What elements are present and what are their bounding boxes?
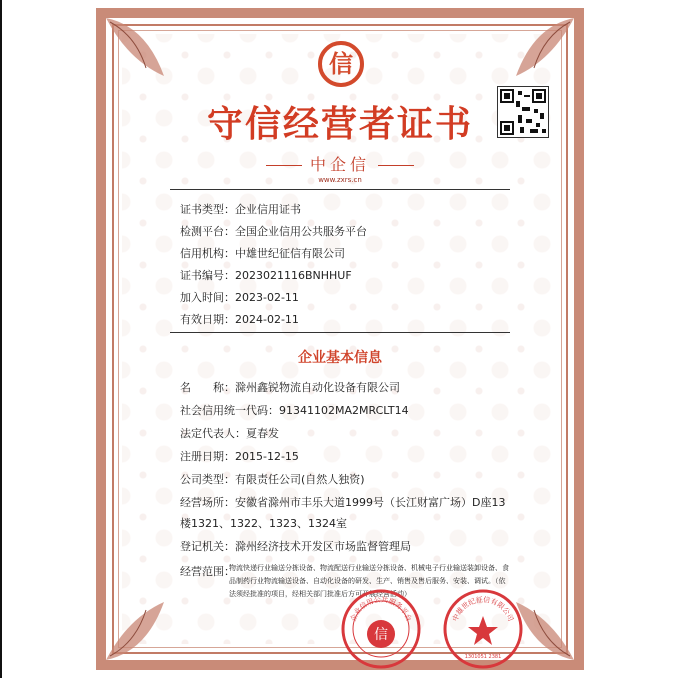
certificate-title: 守信经营者证书 xyxy=(206,103,473,145)
enterprise-name: 名 称：滁州鑫锐物流自动化设备有限公司 xyxy=(180,381,400,394)
enterprise-address-line2: 楼1321、1322、1323、1324室 xyxy=(180,517,347,530)
svg-text:信: 信 xyxy=(329,49,353,78)
certificate-site: www.zxrs.cn xyxy=(318,176,362,184)
right-seal xyxy=(442,588,524,670)
certificate xyxy=(96,8,584,670)
image-edge-strip xyxy=(0,0,2,678)
certificate-org: 信用机构：中雄世纪征信有限公司 xyxy=(180,247,345,260)
svg-text:中雄世纪征信有限公司: 中雄世纪征信有限公司 xyxy=(451,595,515,623)
enterprise-legal-rep: 法定代表人：夏春发 xyxy=(180,427,279,440)
enterprise-reg-date: 注册日期：2015-12-15 xyxy=(180,450,299,463)
qr-code-icon xyxy=(497,86,549,138)
enterprise-address-line1: 经营场所：安徽省滁州市丰乐大道1999号（长江财富广场）D座13 xyxy=(180,496,506,509)
certificate-join-date: 加入时间：2023-02-11 xyxy=(180,291,299,304)
enterprise-scope-text: 物流快递行业输送分拣设备、物流配送行业输送分拣设备、机械电子行业输送装卸设备、食品制药行业物流输送设备、自动化设备的研发、生产、销售及售后服务、安装、调试。（依法须经批准的项目，经相关部门批准后方可开展经营活动） xyxy=(229,564,509,598)
mid-divider xyxy=(170,332,510,333)
certificate-number: 证书编号：2023021116BNHHUF xyxy=(180,269,352,282)
certificate-valid-date: 有效日期：2024-02-11 xyxy=(180,313,299,326)
top-divider xyxy=(170,189,510,190)
enterprise-company-type: 公司类型：有限责任公司(自然人独资) xyxy=(180,473,365,486)
brand-logo-icon xyxy=(316,39,366,89)
certificate-type: 证书类型：企业信用证书 xyxy=(180,203,301,216)
enterprise-scope-label: 经营范围： xyxy=(180,565,235,578)
enterprise-credit-code: 社会信用统一代码：91341102MA2MRCLT14 xyxy=(180,404,409,417)
left-seal xyxy=(340,588,422,670)
svg-text:1301051 2381: 1301051 2381 xyxy=(464,654,502,660)
svg-text:企业信用公共服务平台: 企业信用公共服务平台 xyxy=(349,595,413,623)
svg-text:信: 信 xyxy=(374,627,388,643)
certificate-subtitle: 中企信 xyxy=(96,152,584,175)
enterprise-reg-authority: 登记机关：滁州经济技术开发区市场监督管理局 xyxy=(180,540,411,553)
certificate-platform: 检测平台：全国企业信用公共服务平台 xyxy=(180,225,367,238)
enterprise-section-title: 企业基本信息 xyxy=(298,350,382,366)
